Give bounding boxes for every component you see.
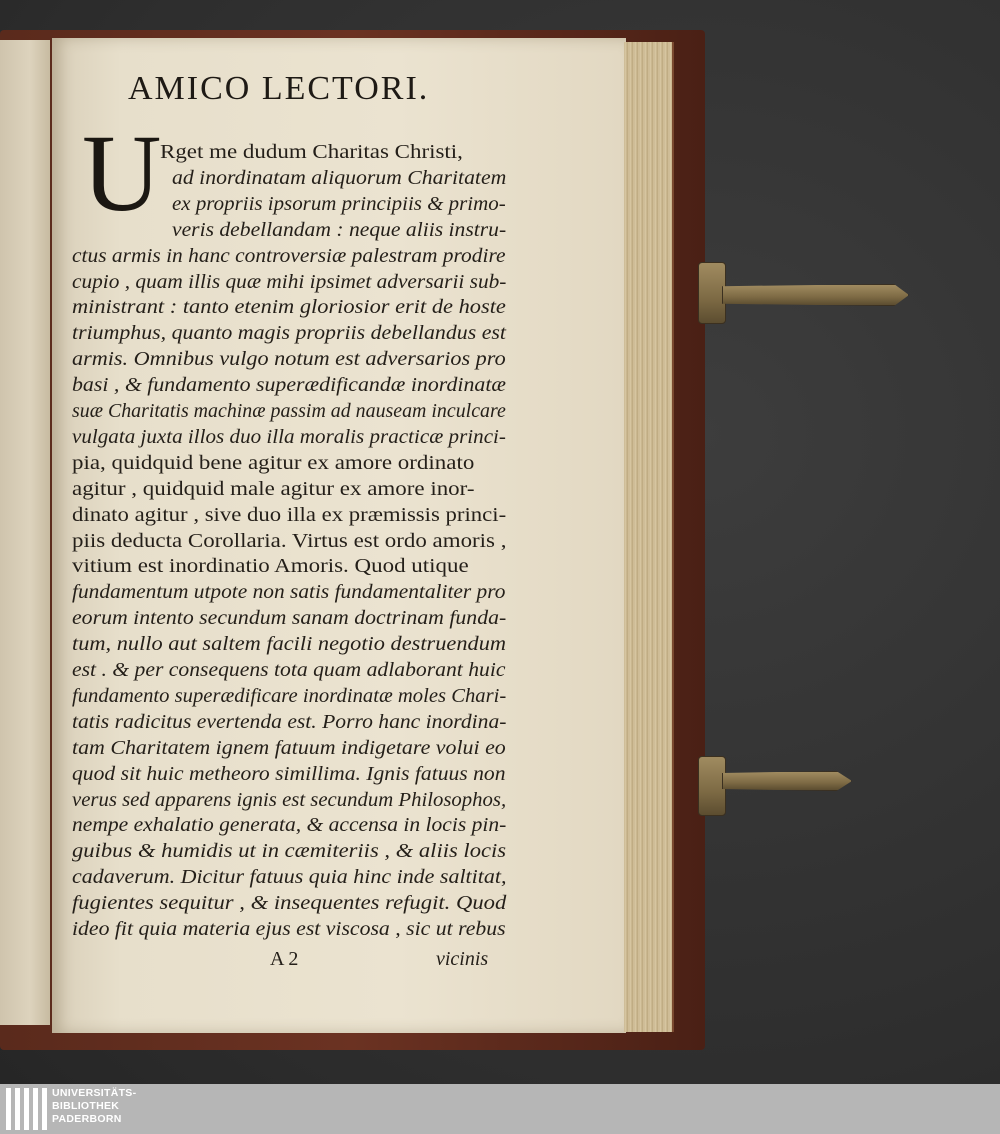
- text-line: veris debellandam : neque aliis instru-: [172, 218, 507, 241]
- text-line: fundamentum utpote non satis fundamentaliter pro: [72, 581, 506, 604]
- text-line: ideo fit quia materia ejus est viscosa , sic ut rebus: [72, 918, 506, 940]
- text-line: eorum intento secundum sanam doctrinam funda-: [72, 607, 507, 630]
- text-line: guibus & humidis ut in cæmiteriis , & aliis locis: [72, 840, 507, 863]
- text-line: ministrant : tanto etenim gloriosior erit de hoste: [72, 296, 506, 319]
- text-line: fundamento superædificare inordinatæ moles Chari-: [72, 684, 507, 707]
- logo-line-1: UNIVERSITÄTS-: [52, 1087, 137, 1099]
- text-line: ad inordinatam aliquorum Charitatem: [172, 166, 507, 189]
- text-line: ctus armis in hanc controversiæ palestram prodire: [72, 244, 506, 267]
- text-line: tum, nullo aut saltem facili negotio destruendum: [72, 633, 507, 656]
- library-logo-text: [52, 1087, 136, 1126]
- text-line: triumphus, quanto magis propriis debellandus est: [72, 322, 506, 345]
- text-line: tatis radicitus evertenda est. Porro hanc inordina-: [72, 710, 507, 733]
- logo-line-2: BIBLIOTHEK: [52, 1100, 120, 1112]
- logo-line-3: PADERBORN: [52, 1113, 122, 1125]
- text-line: vulgata juxta illos duo illa moralis practicæ princi-: [72, 425, 506, 448]
- drop-initial: U: [82, 112, 162, 234]
- left-page-edge: [0, 40, 50, 1025]
- text-line: basi , & fundamento superædificandæ inordinatæ: [72, 374, 506, 397]
- text-line: suæ Charitatis machinæ passim ad nauseam inculcare: [72, 400, 506, 422]
- text-line: tam Charitatem ignem fatuum indigetare volui eo: [72, 736, 506, 759]
- text-line: est . & per consequens tota quam adlaborant huic: [72, 659, 506, 681]
- upper-clasp: [698, 262, 726, 324]
- page-heading: AMICO LECTORI.: [128, 70, 430, 107]
- text-line: nempe exhalatio generata, & accensa in locis pin-: [72, 814, 507, 837]
- text-line: pia, quidquid bene agitur ex amore ordinato: [72, 451, 475, 474]
- text-line: piis deducta Corollaria. Virtus est ordo amoris ,: [72, 529, 507, 552]
- library-logo-icon: [6, 1088, 48, 1130]
- text-line: quod sit huic metheoro simillima. Ignis fatuus non: [72, 762, 506, 785]
- catchword: vicinis: [436, 948, 489, 970]
- page-edges: [624, 42, 674, 1032]
- lower-clasp: [698, 756, 726, 816]
- text-line: Rget me dudum Charitas Christi,: [160, 141, 463, 163]
- lower-clasp-strap: [722, 771, 852, 791]
- text-line: dinato agitur , sive duo illa ex præmissis princi-: [72, 503, 507, 526]
- text-line: ex propriis ipsorum principiis & primo-: [172, 192, 506, 215]
- text-line: cupio , quam illis quæ mihi ipsimet adversarii sub-: [72, 270, 507, 293]
- text-line: armis. Omnibus vulgo notum est adversarios pro: [72, 348, 506, 371]
- text-line: fugientes sequitur , & insequentes refugit. Quod: [72, 892, 507, 915]
- text-line: agitur , quidquid male agitur ex amore inor-: [72, 477, 475, 500]
- text-line: cadaverum. Dicitur fatuus quia hinc inde saltitat,: [72, 866, 507, 889]
- upper-clasp-strap: [722, 284, 909, 306]
- text-line: vitium est inordinatio Amoris. Quod utique: [72, 555, 469, 578]
- text-line: verus sed apparens ignis est secundum Philosophos,: [72, 788, 507, 811]
- signature-mark: A 2: [270, 948, 299, 970]
- footer-bar: [0, 1084, 1000, 1134]
